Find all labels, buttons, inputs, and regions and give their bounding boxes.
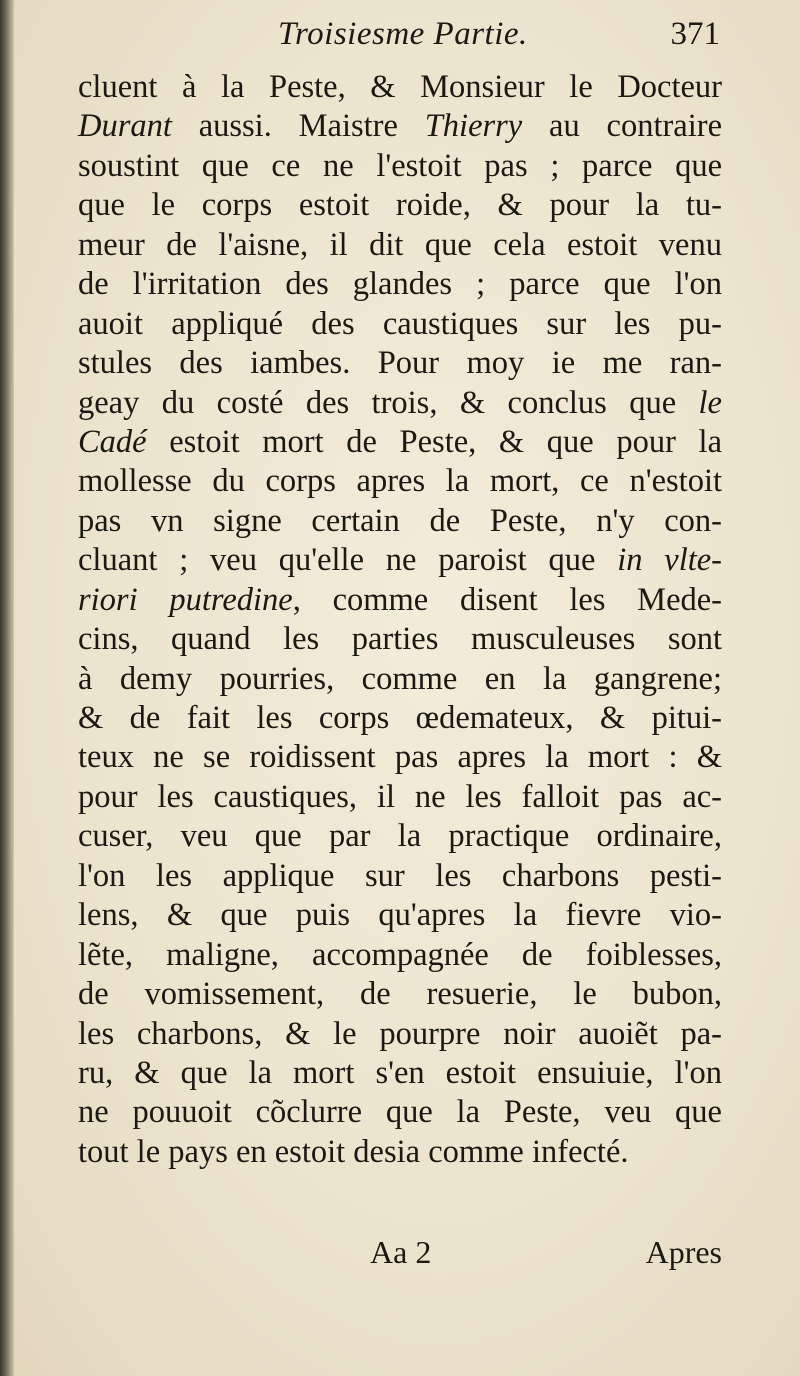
text-segment: les charbons, & le pourpre noir auoiẽt pa- bbox=[78, 1015, 722, 1052]
text-segment: auoit appliqué des caustiques sur les pu- bbox=[78, 305, 722, 342]
text-line bbox=[78, 857, 722, 896]
italic-text: in vlte- bbox=[617, 542, 723, 579]
italic-text: le bbox=[698, 384, 722, 421]
text-line bbox=[78, 581, 722, 620]
text-segment: l'on les applique sur les charbons pesti- bbox=[78, 857, 722, 894]
text-segment: mollesse du corps apres la mort, ce n'estoit bbox=[78, 463, 722, 500]
text-segment: de vomissement, de resuerie, le bubon, bbox=[78, 976, 722, 1013]
text-line bbox=[78, 186, 722, 225]
page-footer bbox=[78, 1228, 722, 1272]
text-segment: lens, & que puis qu'apres la fievre vio- bbox=[78, 897, 722, 934]
page-header bbox=[80, 14, 720, 66]
text-line bbox=[78, 975, 722, 1014]
text-line bbox=[78, 1015, 722, 1054]
text-line bbox=[78, 384, 722, 423]
text-segment: cluant ; veu qu'elle ne paroist que bbox=[78, 542, 618, 579]
text-segment: stules des iambes. Pour moy ie me ran- bbox=[78, 345, 722, 382]
text-segment: cuser, veu que par la practique ordinaire, bbox=[78, 818, 722, 855]
text-segment: lẽte, maligne, accompagnée de foiblesses, bbox=[78, 936, 722, 973]
text-segment: ru, & que la mort s'en estoit ensuiuie, l'on bbox=[78, 1054, 722, 1091]
text-line bbox=[78, 660, 722, 699]
catchword: Apres bbox=[645, 1234, 722, 1270]
text-line bbox=[78, 936, 722, 975]
text-segment: pas vn signe certain de Peste, n'y con- bbox=[78, 502, 722, 539]
text-segment: à demy pourries, comme en la gangrene; bbox=[78, 660, 722, 697]
text-segment: de l'irritation des glandes ; parce que l'on bbox=[78, 266, 722, 303]
text-segment: , comme disent les Mede- bbox=[292, 581, 722, 618]
text-line bbox=[78, 344, 722, 383]
text-line bbox=[78, 778, 722, 817]
text-line bbox=[78, 620, 722, 659]
text-segment: & de fait les corps œdemateux, & pitui- bbox=[78, 700, 722, 736]
text-segment: ne pouuoit cõclurre que la Peste, veu que bbox=[78, 1094, 722, 1131]
text-line bbox=[78, 541, 722, 580]
text-segment: que le corps estoit roide, & pour la tu- bbox=[78, 187, 722, 224]
text-segment: au contraire bbox=[522, 108, 723, 145]
italic-text: Durant bbox=[78, 108, 172, 145]
running-head: Troisiesme Partie. bbox=[278, 16, 528, 52]
text-segment: soustint que ce ne l'estoit pas ; parce que bbox=[78, 147, 722, 184]
text-line bbox=[78, 68, 722, 107]
text-line bbox=[78, 107, 722, 146]
page-number: 371 bbox=[670, 16, 720, 52]
text-segment: meur de l'aisne, il dit que cela estoit venu bbox=[78, 226, 722, 263]
text-line bbox=[78, 502, 722, 541]
text-line bbox=[78, 738, 722, 777]
text-segment: teux ne se roidissent pas apres la mort : & bbox=[78, 739, 722, 776]
body-text bbox=[78, 68, 722, 1172]
italic-text: riori putredine bbox=[78, 581, 293, 618]
text-line bbox=[78, 305, 722, 344]
book-spine-shadow bbox=[0, 0, 14, 1376]
italic-text: Thierry bbox=[424, 108, 523, 145]
text-segment: estoit mort de Peste, & que pour la bbox=[146, 423, 722, 460]
text-line bbox=[78, 1054, 722, 1093]
text-segment: aussi. Maistre bbox=[171, 108, 425, 145]
text-line bbox=[78, 1093, 722, 1132]
text-line bbox=[78, 817, 722, 856]
signature-mark: Aa 2 bbox=[370, 1234, 432, 1270]
italic-text: Cadé bbox=[78, 423, 147, 460]
text-line bbox=[78, 699, 722, 738]
text-segment: cins, quand les parties musculeuses sont bbox=[78, 621, 722, 658]
text-segment: pour les caustiques, il ne les falloit pas ac- bbox=[78, 778, 722, 815]
text-line bbox=[78, 147, 722, 186]
text-line bbox=[78, 896, 722, 935]
text-line bbox=[78, 462, 722, 501]
text-segment: geay du costé des trois, & conclus que bbox=[78, 384, 699, 421]
text-line bbox=[78, 423, 722, 462]
text-segment: tout le pays en estoit desia comme infecté. bbox=[78, 1133, 629, 1170]
text-line bbox=[78, 226, 722, 265]
text-segment: cluent à la Peste, & Monsieur le Docteur bbox=[78, 69, 722, 105]
text-line bbox=[78, 265, 722, 304]
text-line bbox=[78, 1133, 722, 1172]
